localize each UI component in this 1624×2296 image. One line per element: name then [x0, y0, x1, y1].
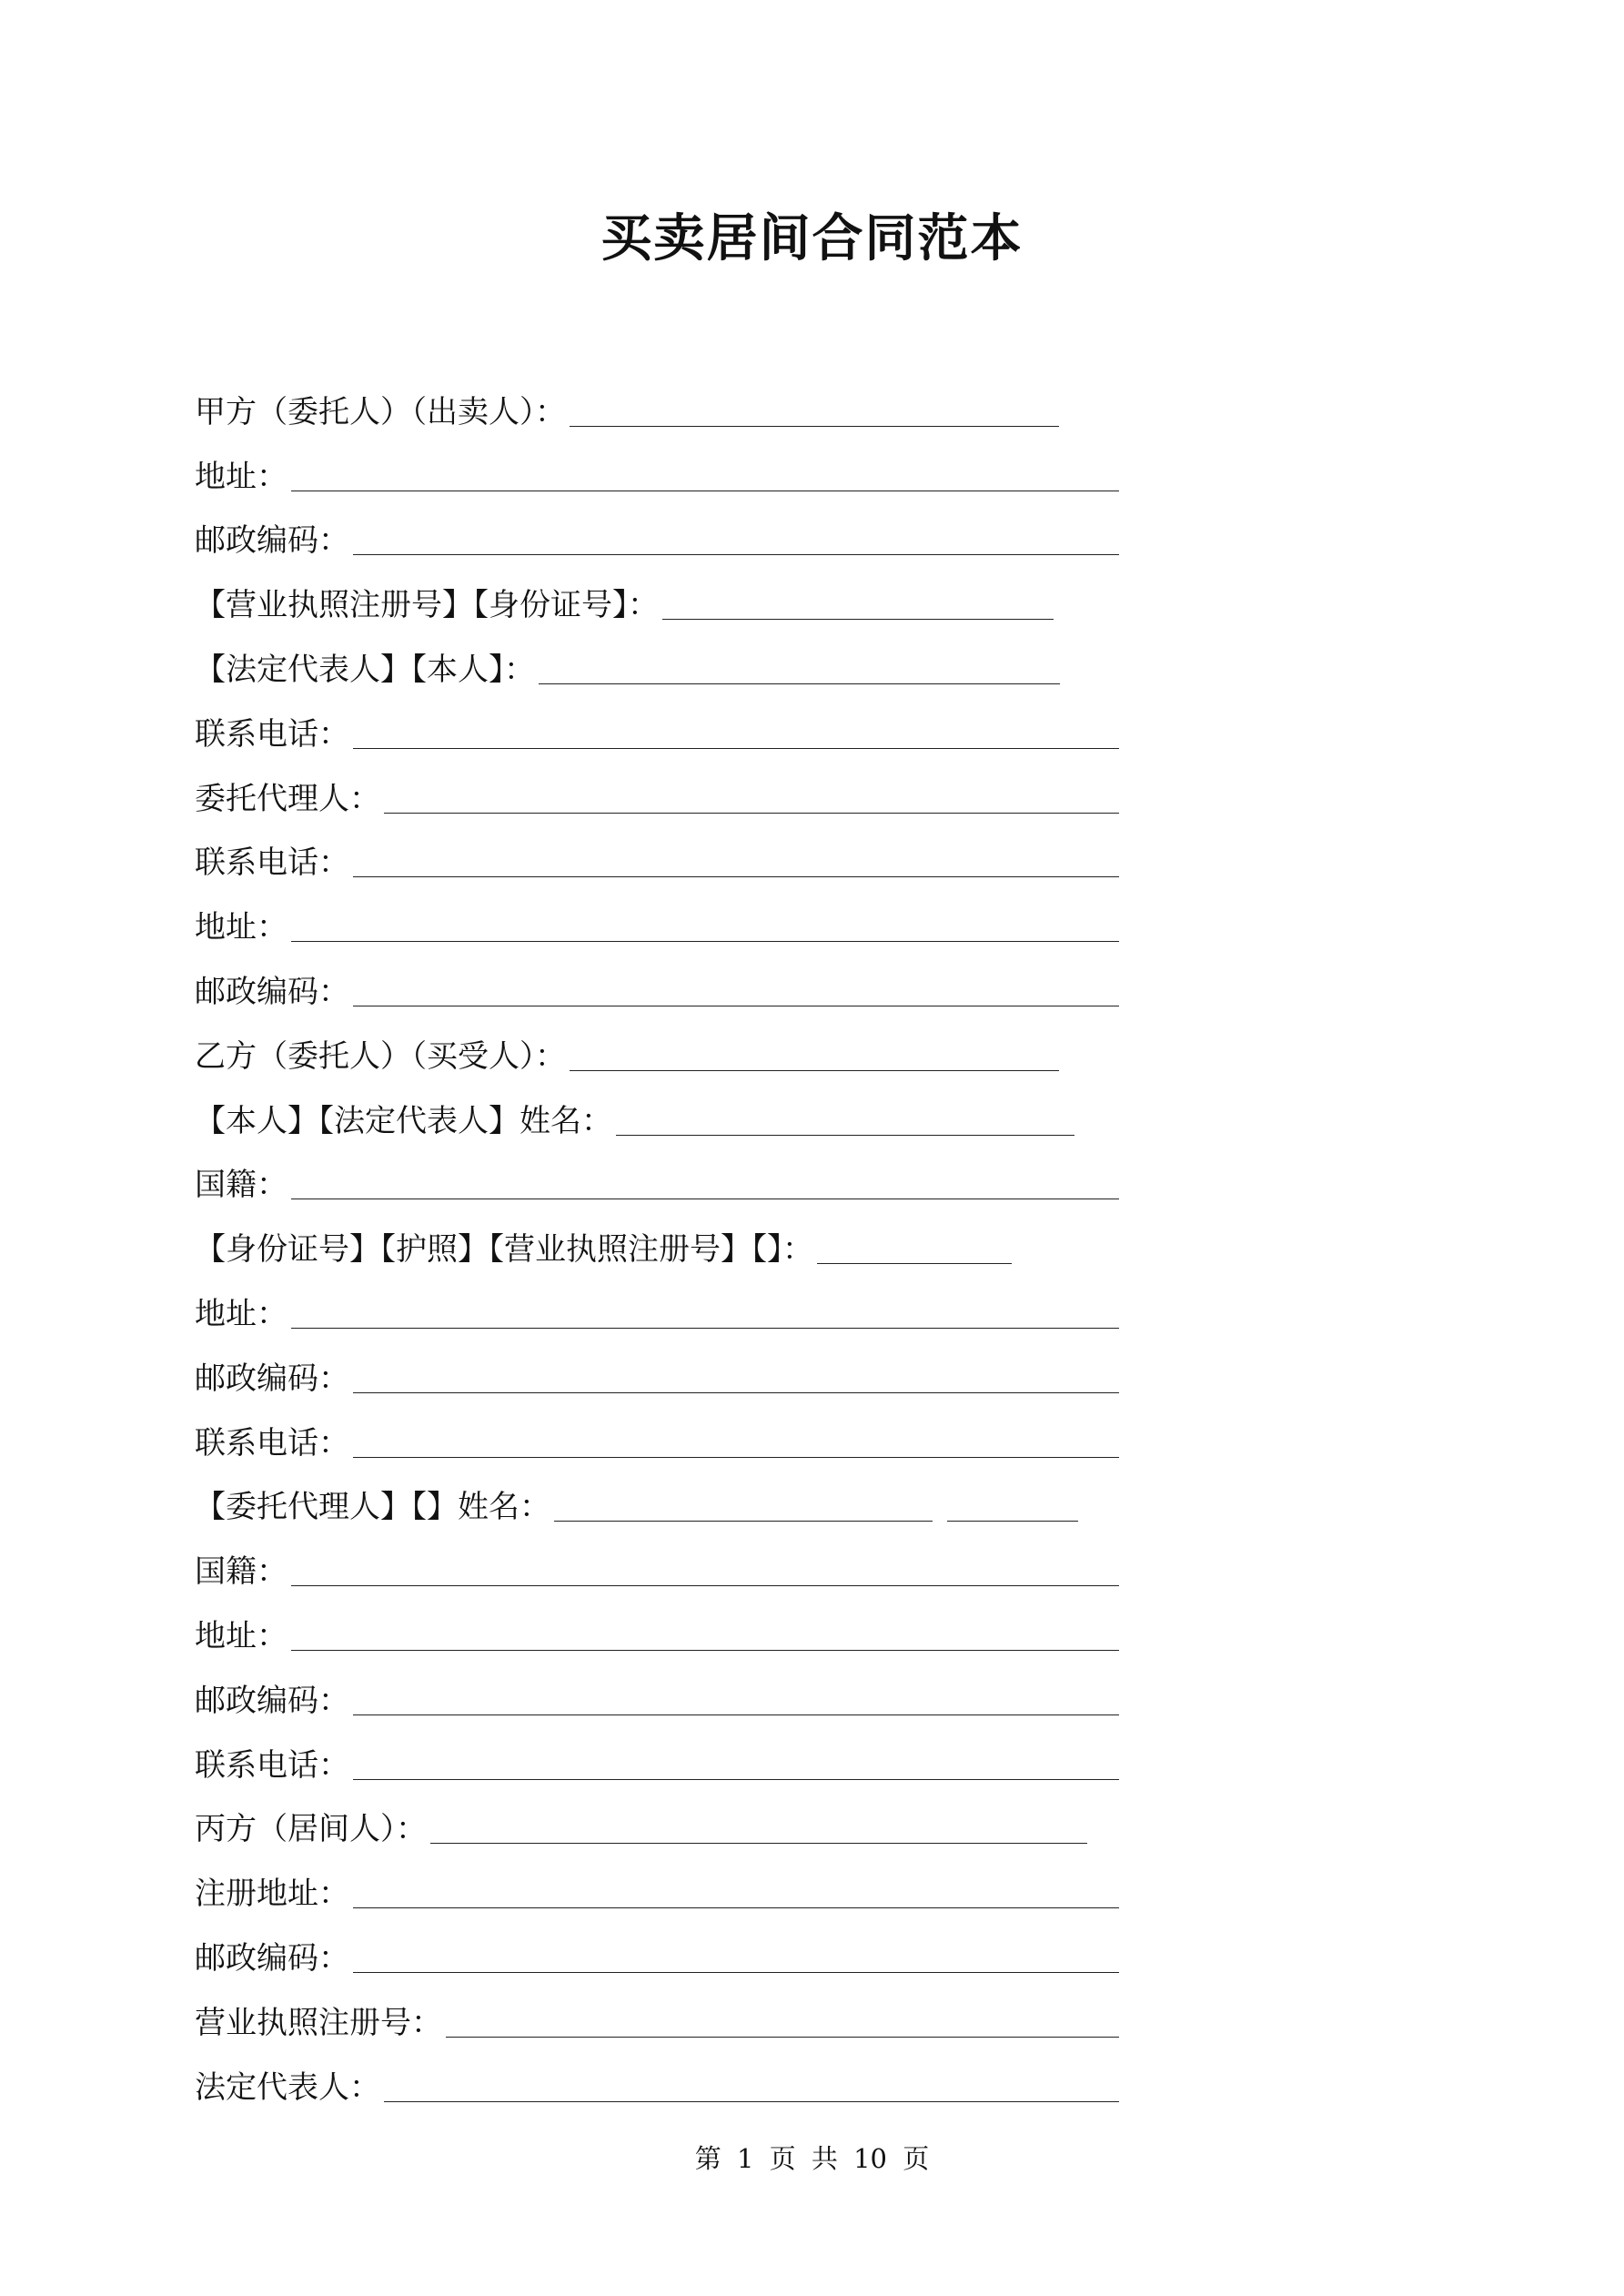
field-row — [195, 892, 1119, 956]
fill-in-blank[interactable] — [384, 778, 1119, 814]
fill-in-blank[interactable] — [570, 1036, 1059, 1071]
field-row — [195, 764, 1119, 828]
field-row — [195, 1665, 1119, 1730]
field-row — [195, 2052, 1119, 2117]
fill-in-blank[interactable] — [817, 1229, 1012, 1264]
field-row — [195, 377, 1119, 441]
field-label: 甲方（委托人）（出卖人）： — [195, 393, 566, 430]
fill-in-blank[interactable] — [291, 906, 1119, 942]
field-label: 地址： — [195, 1618, 287, 1655]
field-label: 乙方（委托人）（买受人）： — [195, 1037, 566, 1075]
field-label: 国籍： — [195, 1553, 287, 1591]
fill-in-blank[interactable] — [291, 1551, 1119, 1586]
field-row — [195, 1923, 1119, 1988]
field-row — [195, 1214, 1119, 1279]
fill-in-blank[interactable] — [353, 1873, 1119, 1908]
field-label: 营业执照注册号： — [195, 2004, 442, 2041]
fill-in-blank[interactable] — [539, 649, 1060, 684]
field-row — [195, 956, 1119, 1021]
fill-in-blank[interactable] — [291, 1293, 1119, 1329]
field-label: 地址： — [195, 1296, 287, 1333]
field-row — [195, 506, 1119, 571]
field-label: 丙方（居间人）： — [195, 1811, 427, 1848]
field-label: 邮政编码： — [195, 1360, 349, 1397]
fill-in-blank[interactable] — [430, 1808, 1087, 1844]
field-row — [195, 441, 1119, 506]
field-row — [195, 1988, 1119, 2052]
field-row — [195, 1795, 1119, 1859]
field-label: 【法定代表人】【本人】： — [195, 652, 535, 689]
field-row — [195, 1279, 1119, 1343]
fill-in-blank[interactable] — [353, 1745, 1119, 1780]
field-label: 【委托代理人】【】姓名： — [195, 1489, 550, 1526]
fill-in-blank[interactable] — [353, 1680, 1119, 1715]
field-row — [195, 634, 1119, 699]
field-label: 委托代理人： — [195, 780, 380, 817]
fill-in-blank[interactable] — [291, 1164, 1119, 1199]
fill-in-blank[interactable] — [353, 1937, 1119, 1973]
field-label: 邮政编码： — [195, 1940, 349, 1977]
field-label: 邮政编码： — [195, 522, 349, 560]
fill-in-blank[interactable] — [384, 2067, 1119, 2102]
field-label: 【身份证号】【护照】【营业执照注册号】【】： — [195, 1231, 813, 1269]
field-row — [195, 1536, 1119, 1601]
field-row — [195, 1472, 1119, 1537]
fill-in-blank[interactable] — [291, 456, 1119, 491]
fill-in-blank[interactable] — [446, 2002, 1119, 2038]
field-row — [195, 1601, 1119, 1665]
fill-in-blank[interactable] — [353, 1358, 1119, 1393]
page-number-footer: 第 1 页 共 10 页 — [694, 2143, 930, 2174]
fill-in-blank[interactable] — [662, 584, 1054, 620]
field-row — [195, 828, 1119, 893]
field-row — [195, 1730, 1119, 1795]
field-label: 【本人】【法定代表人】姓名： — [195, 1102, 612, 1139]
field-row — [195, 1086, 1119, 1150]
fill-in-blank[interactable] — [353, 971, 1119, 1006]
field-label: 注册地址： — [195, 1876, 349, 1913]
field-label: 联系电话： — [195, 1746, 349, 1784]
field-label: 邮政编码： — [195, 1682, 349, 1719]
field-label: 邮政编码： — [195, 974, 349, 1011]
field-label: 【营业执照注册号】【身份证号】： — [195, 587, 659, 624]
field-label: 地址： — [195, 458, 287, 495]
fill-in-blank[interactable] — [353, 713, 1119, 749]
fill-in-blank[interactable] — [353, 1422, 1119, 1458]
field-label: 法定代表人： — [195, 2068, 380, 2106]
field-row — [195, 1150, 1119, 1215]
field-label: 联系电话： — [195, 845, 349, 882]
document-title: 买卖居间合同范本 — [600, 208, 1024, 268]
fill-in-blank[interactable] — [353, 520, 1119, 555]
field-row — [195, 1021, 1119, 1086]
field-label: 联系电话： — [195, 1424, 349, 1462]
field-label: 地址： — [195, 909, 287, 946]
fill-in-blank[interactable] — [570, 391, 1059, 427]
field-label: 国籍： — [195, 1167, 287, 1204]
field-row — [195, 1343, 1119, 1408]
field-row — [195, 699, 1119, 764]
field-row — [195, 1858, 1119, 1923]
fill-in-blank[interactable] — [947, 1486, 1078, 1522]
fill-in-blank[interactable] — [616, 1100, 1074, 1136]
party-fields-list — [195, 377, 1119, 2117]
fill-in-blank[interactable] — [353, 842, 1119, 877]
field-row — [195, 1408, 1119, 1472]
field-row — [195, 570, 1119, 634]
fill-in-blank[interactable] — [554, 1486, 933, 1522]
field-label: 联系电话： — [195, 715, 349, 753]
fill-in-blank[interactable] — [291, 1615, 1119, 1651]
